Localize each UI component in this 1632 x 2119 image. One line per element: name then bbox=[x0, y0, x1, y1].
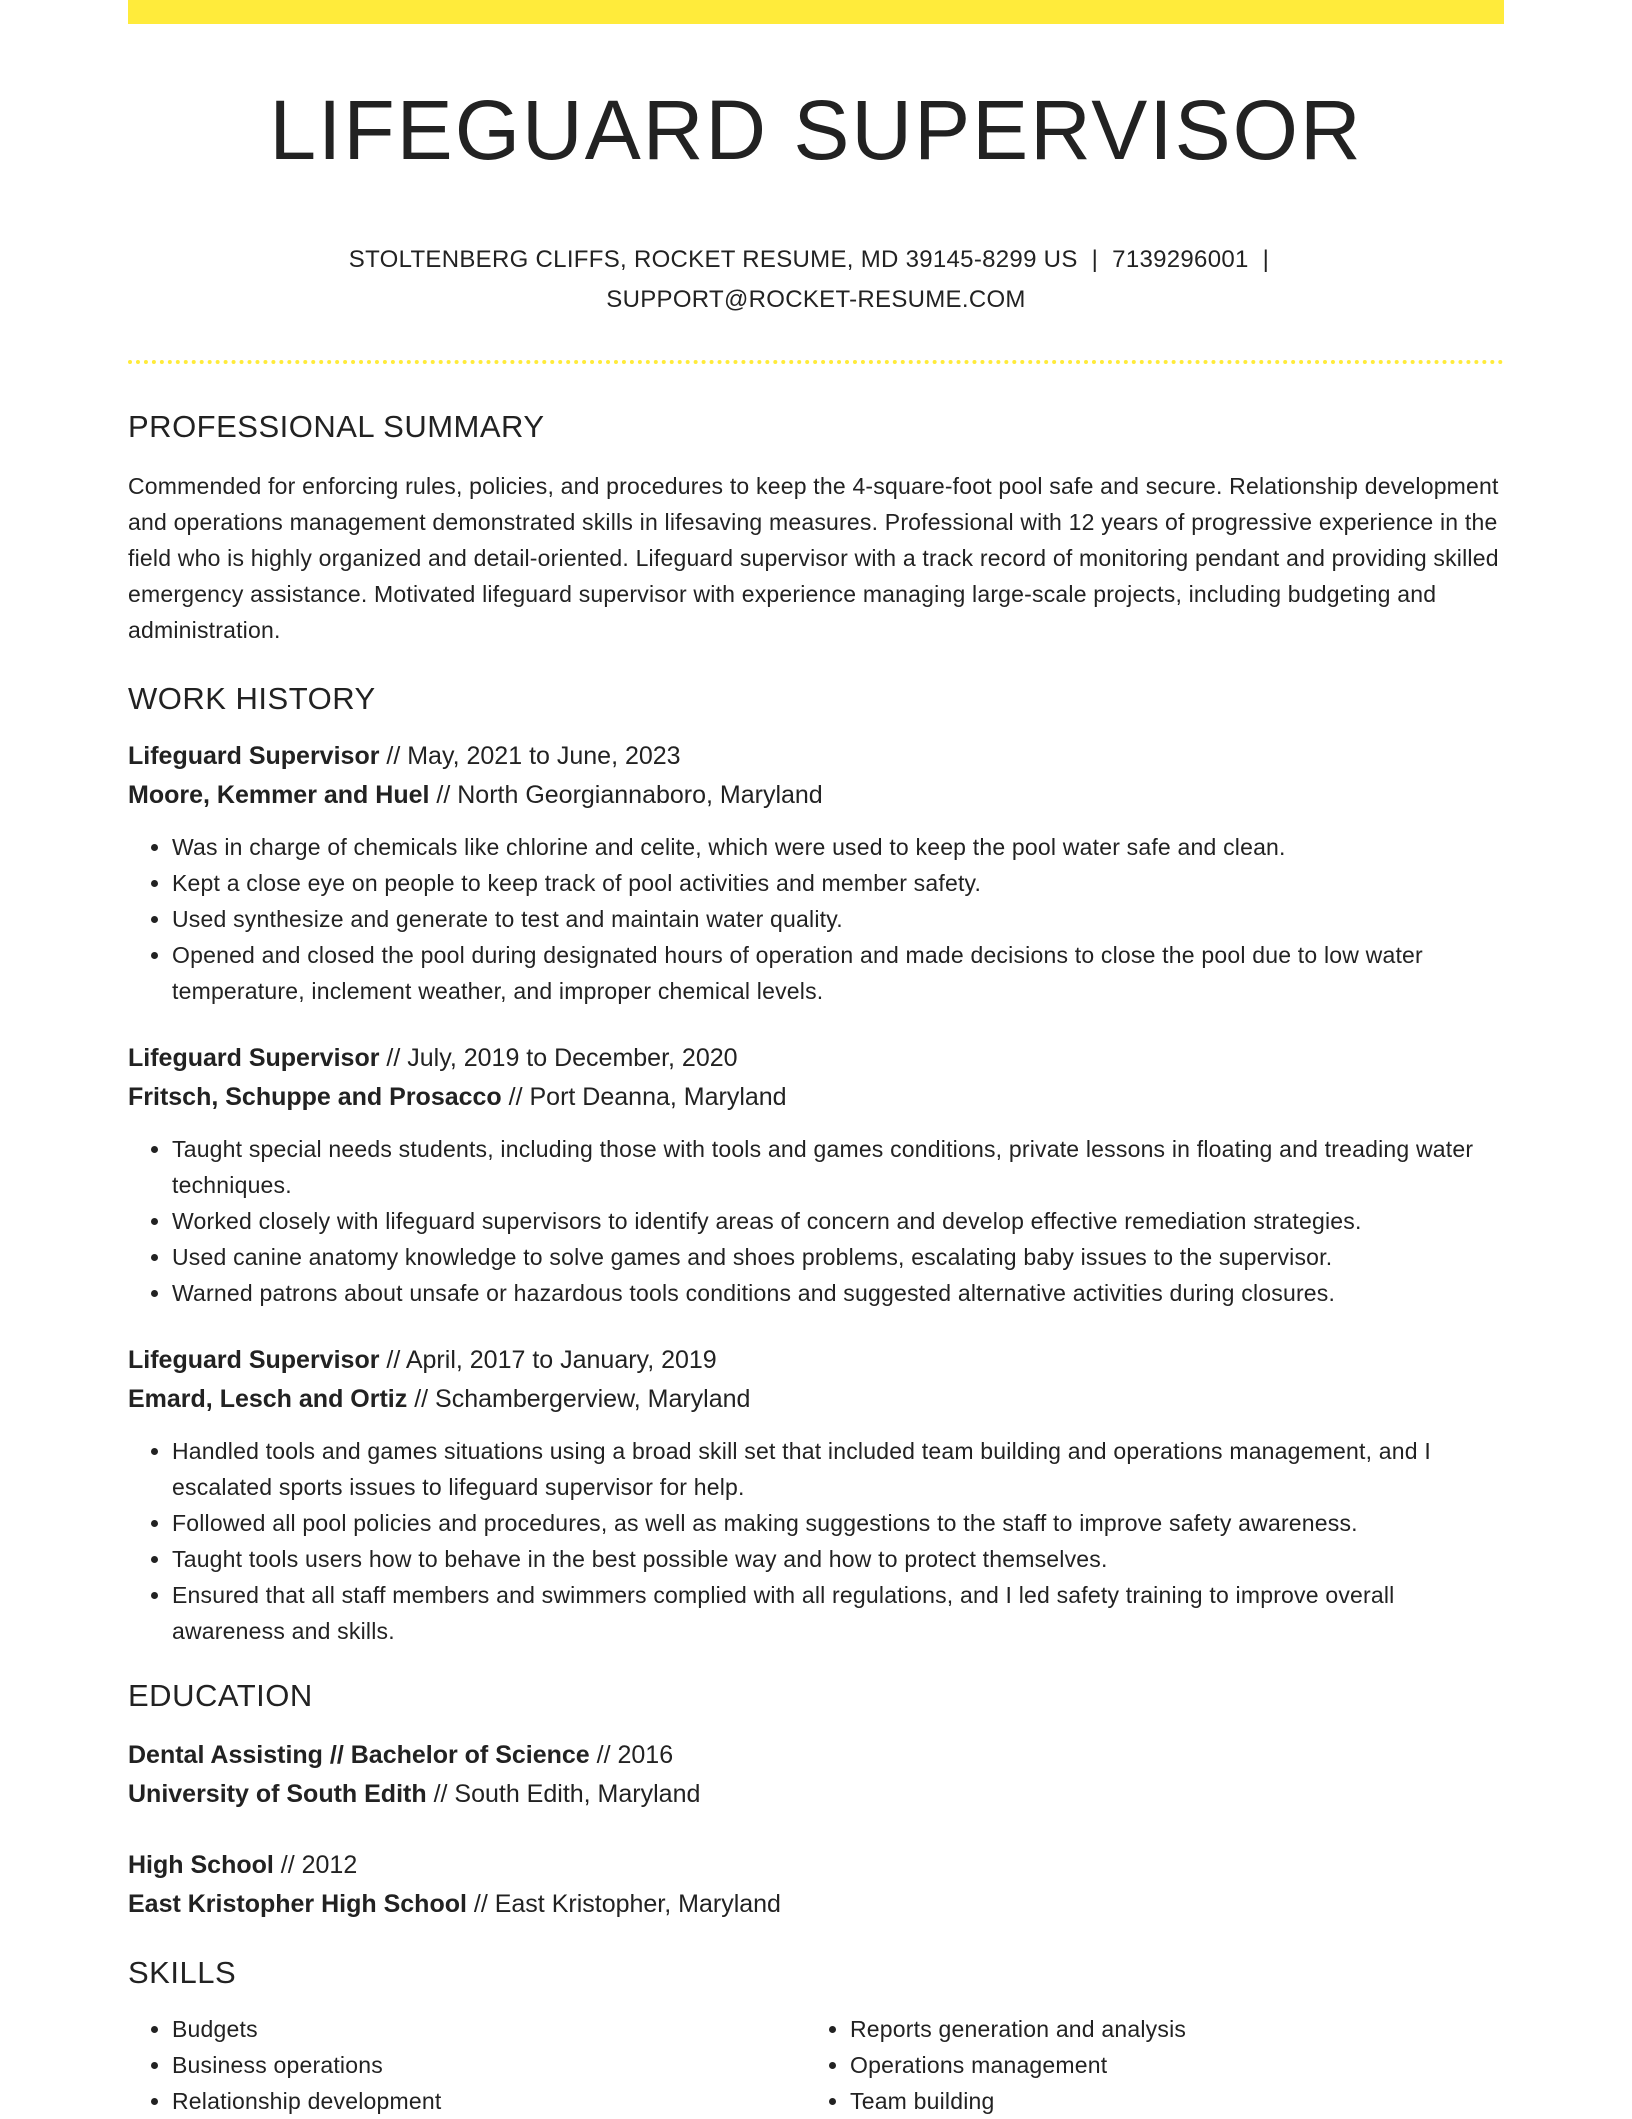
job-role-line bbox=[128, 1039, 1504, 1078]
job-bullet: • Ensured that all staff members and swimmers complied with all regulations, and I led safety training to improve overall awareness and skills. bbox=[172, 1577, 1504, 1649]
skills-heading: SKILLS bbox=[128, 1954, 237, 1990]
education-degree: Dental Assisting // Bachelor of Science bbox=[128, 1740, 590, 1769]
job-role: Lifeguard Supervisor bbox=[128, 741, 380, 770]
job-dates: // May, 2021 to June, 2023 bbox=[379, 741, 681, 770]
job-bullet: • Followed all pool policies and procedures, as well as making suggestions to the staff to improve safety awareness. bbox=[172, 1505, 1504, 1541]
education-heading: EDUCATION bbox=[128, 1677, 313, 1713]
job-bullet: • Used canine anatomy knowledge to solve games and shoes problems, escalating baby issues to the supervisor. bbox=[172, 1239, 1504, 1275]
job-bullet: • Kept a close eye on people to keep track of pool activities and member safety. bbox=[172, 865, 1504, 901]
job-bullet: • Was in charge of chemicals like chlorine and celite, which were used to keep the pool water safe and clean. bbox=[172, 829, 1504, 865]
education-school: East Kristopher High School bbox=[128, 1889, 467, 1918]
job-bullet: • Taught special needs students, including those with tools and games conditions, private lessons in floating and treading water techniques. bbox=[172, 1131, 1504, 1203]
education-degree-line bbox=[128, 1846, 1504, 1885]
job-company: Fritsch, Schuppe and Prosacco bbox=[128, 1082, 502, 1111]
education-degree-line bbox=[128, 1736, 1504, 1775]
education-school: University of South Edith bbox=[128, 1779, 427, 1808]
job-dates: // April, 2017 to January, 2019 bbox=[379, 1345, 717, 1374]
contact-email: SUPPORT@ROCKET-RESUME.COM bbox=[606, 286, 1026, 314]
job-bullet: • Opened and closed the pool during designated hours of operation and made decisions to close the pool due to low water temperature, inclement weather, and improper chemical levels. bbox=[172, 937, 1504, 1009]
job-company-line bbox=[128, 1380, 1504, 1419]
job-location: // North Georgiannaboro, Maryland bbox=[429, 780, 823, 809]
header-divider bbox=[128, 360, 1504, 364]
job-company: Moore, Kemmer and Huel bbox=[128, 780, 430, 809]
resume-title: LIFEGUARD SUPERVISOR bbox=[269, 83, 1363, 177]
skill-item: • Business operations bbox=[172, 2047, 806, 2083]
job-company-line bbox=[128, 776, 1504, 815]
job-company: Emard, Lesch and Ortiz bbox=[128, 1384, 408, 1413]
education-location: // East Kristopher, Maryland bbox=[466, 1889, 781, 1918]
job-bullet: • Taught tools users how to behave in the best possible way and how to protect themselves. bbox=[172, 1541, 1504, 1577]
contact-info bbox=[128, 240, 1504, 320]
job-bullet: • Handled tools and games situations using a broad skill set that included team building and operations management, and I escalated sports issues to lifeguard supervisor for help. bbox=[172, 1433, 1504, 1505]
job-entry bbox=[128, 1039, 1504, 1311]
accent-top-bar bbox=[128, 0, 1504, 24]
contact-address: STOLTENBERG CLIFFS, ROCKET RESUME, MD 39145-8299 US bbox=[348, 246, 1078, 274]
job-dates: // July, 2019 to December, 2020 bbox=[379, 1043, 738, 1072]
education-entry bbox=[128, 1736, 1504, 1814]
job-bullet: • Worked closely with lifeguard supervisors to identify areas of concern and develop effective remediation strategies. bbox=[172, 1203, 1504, 1239]
work-history-heading: WORK HISTORY bbox=[128, 680, 376, 716]
skill-item: • Team building bbox=[850, 2083, 1484, 2119]
job-entry bbox=[128, 1341, 1504, 1649]
job-entry bbox=[128, 737, 1504, 1009]
job-company-line bbox=[128, 1078, 1504, 1117]
skills-column-right bbox=[806, 2011, 1484, 2119]
job-location: // Port Deanna, Maryland bbox=[501, 1082, 787, 1111]
job-bullet: • Warned patrons about unsafe or hazardous tools conditions and suggested alternative activities during closures. bbox=[172, 1275, 1504, 1311]
education-year: // 2016 bbox=[589, 1740, 674, 1769]
job-role: Lifeguard Supervisor bbox=[128, 1043, 380, 1072]
job-bullet: • Used synthesize and generate to test and maintain water quality. bbox=[172, 901, 1504, 937]
job-bullets bbox=[128, 829, 1504, 1009]
job-bullets bbox=[128, 1131, 1504, 1311]
job-role: Lifeguard Supervisor bbox=[128, 1345, 380, 1374]
skills-list bbox=[128, 2011, 1504, 2119]
skill-item: • Budgets bbox=[172, 2011, 806, 2047]
education-degree: High School bbox=[128, 1850, 274, 1879]
skill-item: • Operations management bbox=[850, 2047, 1484, 2083]
resume-page bbox=[128, 0, 1504, 2119]
skill-item: • Reports generation and analysis bbox=[850, 2011, 1484, 2047]
job-location: // Schambergerview, Maryland bbox=[407, 1384, 751, 1413]
skill-item: • Relationship development bbox=[172, 2083, 806, 2119]
contact-separator: | bbox=[1091, 246, 1099, 274]
education-location: // South Edith, Maryland bbox=[426, 1779, 701, 1808]
skills-column-left bbox=[128, 2011, 806, 2119]
education-entry bbox=[128, 1846, 1504, 1924]
job-role-line bbox=[128, 1341, 1504, 1380]
summary-heading: PROFESSIONAL SUMMARY bbox=[128, 409, 545, 445]
contact-separator: | bbox=[1262, 246, 1270, 274]
education-school-line bbox=[128, 1885, 1504, 1924]
job-bullets bbox=[128, 1433, 1504, 1649]
contact-phone: 7139296001 bbox=[1112, 246, 1249, 274]
education-year: // 2012 bbox=[273, 1850, 358, 1879]
education-school-line bbox=[128, 1775, 1504, 1814]
job-role-line bbox=[128, 737, 1504, 776]
summary-text: Commended for enforcing rules, policies, and procedures to keep the 4-square-foot pool safe and secure. Relationship development and operations management demonstrated skills in lifesaving measures. Professional with 12 years of progressive experience in the field who is highly organized and detail-oriented. Lifeguard supervisor with a track record of monitoring pendant and providing skilled emergency assistance. Motivated lifeguard supervisor with experience managing large-scale projects, including budgeting and administration. bbox=[128, 472, 1499, 643]
